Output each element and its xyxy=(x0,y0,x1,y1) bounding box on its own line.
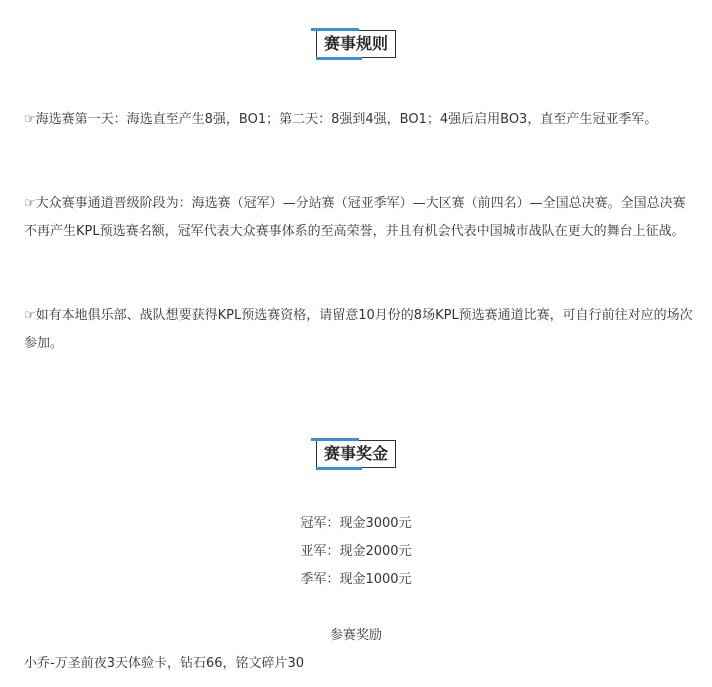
rules-paragraph-3-text: 如有本地俱乐部、战队想要获得KPL预选赛资格，请留意10月份的8场KPL预选赛通道比赛，可自行前往对应的场次参加。 xyxy=(24,308,693,351)
prize-second: 亚军：现金2000元 xyxy=(300,544,412,559)
rules-paragraph-2 xyxy=(24,190,694,246)
heading-accent-bottom xyxy=(316,57,362,60)
heading-accent-top xyxy=(311,28,359,31)
prize-heading-text: 赛事奖金 xyxy=(323,444,388,463)
pointing-hand-icon: ☞ xyxy=(24,196,36,211)
rules-heading-text: 赛事规则 xyxy=(323,34,388,53)
rules-heading-box xyxy=(316,30,396,58)
rules-paragraph-3 xyxy=(24,302,694,358)
participation-reward: 小乔-万圣前夜3天体验卡，钻石66，铭文碎片30 xyxy=(24,656,305,671)
prize-third: 季军：现金1000元 xyxy=(300,572,412,587)
heading-accent-top xyxy=(311,438,359,441)
rules-paragraph-2-text: 大众赛事通道晋级阶段为：海选赛（冠军）—分站赛（冠亚季军）—大区赛（前四名）—全国总决赛。全国总决赛不再产生KPL预选赛名额，冠军代表大众赛事体系的至高荣誉，并且有机会代表中国城市战队在更大的舞台上征战。 xyxy=(24,196,686,239)
rules-paragraph-1 xyxy=(24,106,694,134)
pointing-hand-icon: ☞ xyxy=(24,308,36,323)
rules-heading xyxy=(0,30,712,58)
prize-first: 冠军：现金3000元 xyxy=(300,516,412,531)
prize-heading-box xyxy=(316,440,396,468)
participation-label: 参赛奖励 xyxy=(329,628,382,643)
rules-paragraph-1-text: 海选赛第一天：海选直至产生8强，BO1；第二天：8强到4强，BO1；4强后启用BO3，直至产生冠亚季军。 xyxy=(35,112,658,127)
heading-accent-bottom xyxy=(316,467,362,470)
pointing-hand-icon: ☞ xyxy=(24,112,36,127)
prize-heading xyxy=(0,440,712,468)
